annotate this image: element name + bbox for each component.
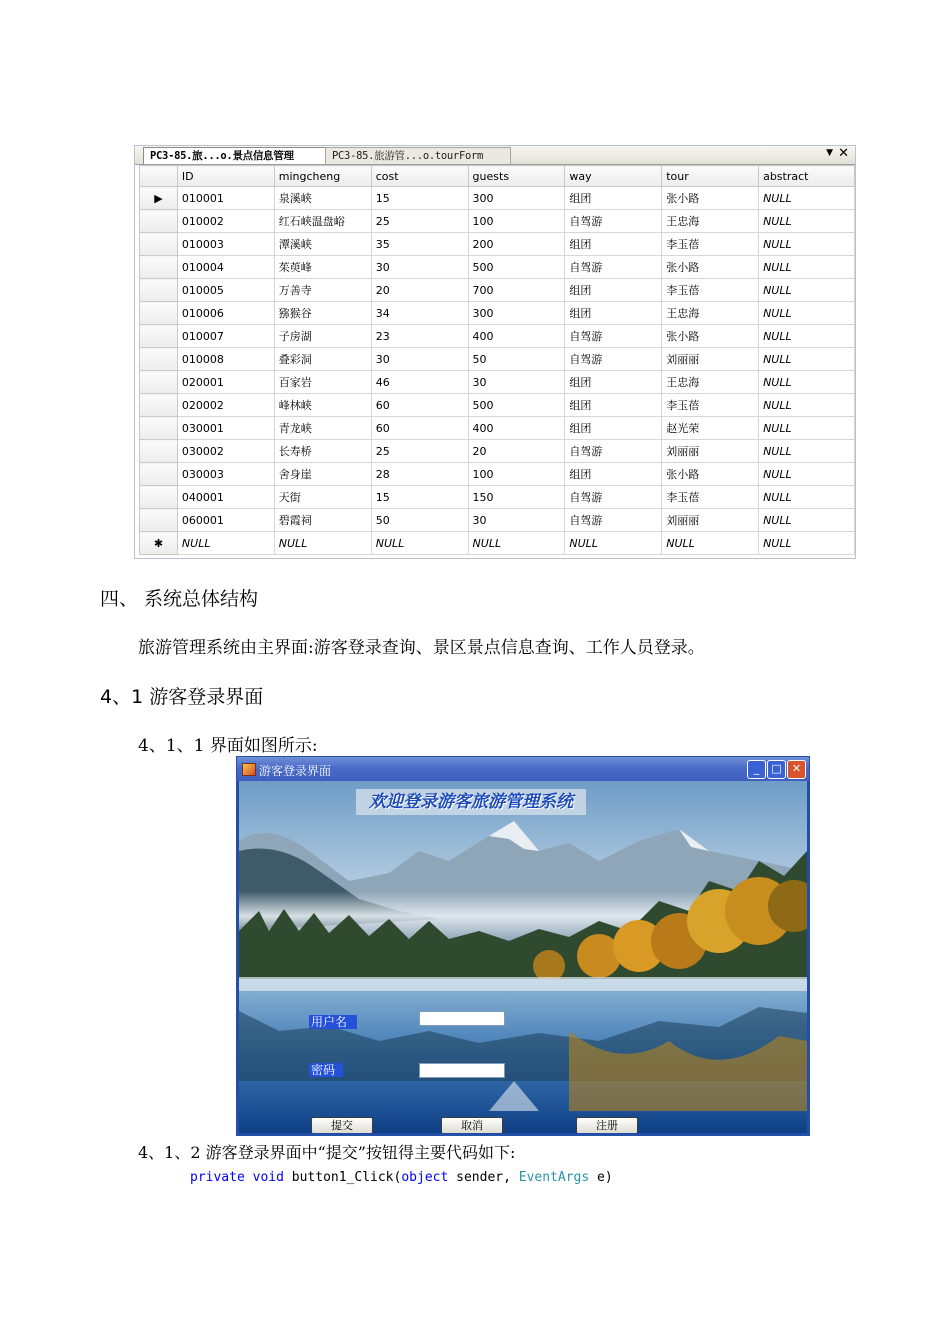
code-param-e: e) [589,1170,613,1185]
new-record-row[interactable] [140,532,855,555]
table-cell-abstract[interactable]: NULL [759,509,855,532]
row-selector[interactable] [140,210,178,233]
table-cell-mingcheng[interactable]: 茱萸峰 [274,256,371,279]
code-snippet [190,1170,613,1185]
table-cell-way[interactable]: 自驾游 [565,486,662,509]
new-row-cell-cost[interactable]: NULL [371,532,468,555]
submit-button[interactable]: 提交 [311,1117,373,1133]
table-cell-cost[interactable]: 15 [371,187,468,210]
table-cell-id[interactable]: 010007 [177,325,274,348]
code-type-eventargs: EventArgs [518,1170,590,1185]
row-selector[interactable] [140,394,178,417]
table-cell-way[interactable]: 组团 [565,394,662,417]
table-cell-way[interactable]: 组团 [565,371,662,394]
table-row[interactable] [140,486,855,509]
table-cell-tour[interactable]: 刘丽丽 [662,348,759,371]
row-selector[interactable] [140,302,178,325]
table-cell-mingcheng[interactable]: 万善寺 [274,279,371,302]
table-cell-guests[interactable]: 30 [468,371,565,394]
minimize-icon[interactable]: _ [747,760,766,779]
table-cell-guests[interactable]: 500 [468,394,565,417]
table-cell-cost[interactable]: 20 [371,279,468,302]
window-title: 游客登录界面 [259,764,332,778]
table-cell-guests[interactable]: 150 [468,486,565,509]
table-cell-mingcheng[interactable]: 舍身崖 [274,463,371,486]
table-cell-abstract[interactable]: NULL [759,187,855,210]
table-cell-id[interactable]: 010004 [177,256,274,279]
table-cell-guests[interactable]: 400 [468,325,565,348]
table-cell-tour[interactable]: 张小路 [662,463,759,486]
table-cell-mingcheng[interactable]: 长寿桥 [274,440,371,463]
table-cell-way[interactable]: 组团 [565,417,662,440]
section-heading-system-structure: 四、 系统总体结构 [100,588,259,610]
table-row[interactable] [140,348,855,371]
row-selector[interactable] [140,233,178,256]
row-selector[interactable] [140,486,178,509]
table-cell-abstract[interactable]: NULL [759,463,855,486]
app-icon [242,763,256,776]
row-selector-header [140,166,178,187]
table-row[interactable] [140,371,855,394]
new-row-cell-mingcheng[interactable]: NULL [274,532,371,555]
table-cell-tour[interactable]: 张小路 [662,325,759,348]
column-header-id[interactable]: ID [177,166,274,187]
table-cell-cost[interactable]: 23 [371,325,468,348]
table-cell-id[interactable]: 030003 [177,463,274,486]
figure-caption-login: 4、1、1 界面如图所示: [138,736,318,756]
system-structure-paragraph: 旅游管理系统由主界面:游客登录查询、景区景点信息查询、工作人员登录。 [138,638,705,658]
table-row[interactable] [140,509,855,532]
table-cell-mingcheng[interactable]: 泉溪峡 [274,187,371,210]
table-cell-id[interactable]: 030002 [177,440,274,463]
table-cell-abstract[interactable]: NULL [759,210,855,233]
table-header-row [140,166,855,187]
row-selector[interactable] [140,440,178,463]
table-cell-way[interactable]: 组团 [565,463,662,486]
section-heading-visitor-login: 4、1 游客登录界面 [100,686,264,708]
table-row[interactable] [140,279,855,302]
table-cell-cost[interactable]: 25 [371,440,468,463]
table-cell-guests[interactable]: 20 [468,440,565,463]
table-cell-tour[interactable]: 赵光荣 [662,417,759,440]
tab-tourform[interactable]: PC3-85.旅游管...o.tourForm [325,147,511,164]
table-cell-abstract[interactable]: NULL [759,325,855,348]
table-cell-way[interactable]: 组团 [565,279,662,302]
new-row-marker-icon[interactable]: ✱ [140,532,178,555]
table-cell-tour[interactable]: 李玉蓓 [662,279,759,302]
table-cell-way[interactable]: 自驾游 [565,440,662,463]
row-selector[interactable] [140,279,178,302]
column-header-way[interactable]: way [565,166,662,187]
new-row-cell-abstract[interactable]: NULL [759,532,855,555]
username-label: 用户名 [309,1015,357,1029]
new-row-cell-guests[interactable]: NULL [468,532,565,555]
table-cell-tour[interactable]: 李玉蓓 [662,233,759,256]
table-cell-cost[interactable]: 60 [371,394,468,417]
table-cell-way[interactable]: 自驾游 [565,256,662,279]
table-cell-guests[interactable]: 100 [468,463,565,486]
table-cell-way[interactable]: 组团 [565,187,662,210]
welcome-banner: 欢迎登录游客旅游管理系统 [356,789,586,815]
table-cell-id[interactable]: 030001 [177,417,274,440]
row-selector[interactable] [140,325,178,348]
table-cell-id[interactable]: 060001 [177,509,274,532]
code-keyword-object: object [401,1170,449,1185]
table-cell-tour[interactable]: 张小路 [662,256,759,279]
table-row[interactable] [140,187,855,210]
table-cell-way[interactable]: 组团 [565,302,662,325]
table-cell-way[interactable]: 自驾游 [565,348,662,371]
table-row[interactable] [140,302,855,325]
table-cell-guests[interactable]: 300 [468,302,565,325]
table-cell-mingcheng[interactable]: 碧霞祠 [274,509,371,532]
table-cell-tour[interactable]: 张小路 [662,187,759,210]
table-cell-id[interactable]: 040001 [177,486,274,509]
new-row-cell-tour[interactable]: NULL [662,532,759,555]
table-cell-cost[interactable]: 60 [371,417,468,440]
mountain-lake-landscape [239,781,807,1133]
maximize-icon[interactable]: □ [767,760,786,779]
table-cell-way[interactable]: 自驾游 [565,210,662,233]
chevron-down-icon[interactable]: ▼ [826,148,833,158]
row-selector[interactable] [140,256,178,279]
table-row[interactable] [140,417,855,440]
table-row[interactable] [140,233,855,256]
password-input[interactable] [419,1063,505,1078]
new-row-cell-id[interactable]: NULL [177,532,274,555]
code-keyword-void: void [252,1170,284,1185]
table-cell-tour[interactable]: 王忠海 [662,371,759,394]
table-cell-tour[interactable]: 刘丽丽 [662,440,759,463]
table-cell-mingcheng[interactable]: 叠彩洞 [274,348,371,371]
code-caption: 4、1、2 游客登录界面中“提交”按钮得主要代码如下: [138,1143,516,1162]
table-cell-cost[interactable]: 34 [371,302,468,325]
table-cell-mingcheng[interactable]: 天街 [274,486,371,509]
table-cell-id[interactable]: 020002 [177,394,274,417]
table-cell-tour[interactable]: 李玉蓓 [662,486,759,509]
table-cell-abstract[interactable]: NULL [759,256,855,279]
document-tab-strip [135,146,855,165]
table-cell-mingcheng[interactable]: 潭溪峡 [274,233,371,256]
table-cell-abstract[interactable]: NULL [759,394,855,417]
column-header-mingcheng[interactable]: mingcheng [274,166,371,187]
table-cell-cost[interactable]: 35 [371,233,468,256]
table-cell-mingcheng[interactable]: 百家岩 [274,371,371,394]
table-cell-cost[interactable]: 50 [371,509,468,532]
table-cell-abstract[interactable]: NULL [759,371,855,394]
code-param-sender: sender, [448,1170,519,1185]
window-close-icon[interactable]: ✕ [787,760,806,779]
row-selector[interactable] [140,463,178,486]
data-grid-window [134,145,856,559]
table-cell-abstract[interactable]: NULL [759,279,855,302]
table-cell-tour[interactable]: 王忠海 [662,302,759,325]
table-cell-cost[interactable]: 30 [371,348,468,371]
table-row[interactable] [140,325,855,348]
table-cell-guests[interactable]: 200 [468,233,565,256]
table-cell-cost[interactable]: 46 [371,371,468,394]
visitor-login-window [236,756,810,1136]
code-method-name: button1_Click( [283,1170,402,1185]
table-cell-cost[interactable]: 30 [371,256,468,279]
table-cell-mingcheng[interactable]: 子房湖 [274,325,371,348]
table-cell-guests[interactable]: 50 [468,348,565,371]
table-cell-abstract[interactable]: NULL [759,302,855,325]
table-cell-guests[interactable]: 400 [468,417,565,440]
table-cell-id[interactable]: 010006 [177,302,274,325]
table-cell-mingcheng[interactable]: 红石峡温盘峪 [274,210,371,233]
column-header-abstract[interactable]: abstract [759,166,855,187]
table-cell-abstract[interactable]: NULL [759,348,855,371]
tab-scenic-info[interactable]: PC3-85.旅...o.景点信息管理 [143,147,329,164]
table-cell-guests[interactable]: 100 [468,210,565,233]
table-cell-tour[interactable]: 刘丽丽 [662,509,759,532]
table-cell-guests[interactable]: 500 [468,256,565,279]
cancel-button[interactable]: 取消 [441,1117,503,1133]
table-cell-id[interactable]: 020001 [177,371,274,394]
table-cell-abstract[interactable]: NULL [759,233,855,256]
table-cell-mingcheng[interactable]: 猕猴谷 [274,302,371,325]
table-cell-id[interactable]: 010008 [177,348,274,371]
table-cell-guests[interactable]: 300 [468,187,565,210]
table-cell-mingcheng[interactable]: 峰林峡 [274,394,371,417]
table-cell-way[interactable]: 组团 [565,233,662,256]
new-row-cell-way[interactable]: NULL [565,532,662,555]
row-selector[interactable] [140,509,178,532]
table-cell-way[interactable]: 自驾游 [565,325,662,348]
scenic-spot-table [139,165,855,555]
close-icon[interactable]: ✕ [838,146,849,161]
table-cell-guests[interactable]: 700 [468,279,565,302]
table-row[interactable] [140,394,855,417]
password-label: 密码 [309,1063,343,1077]
table-cell-abstract[interactable]: NULL [759,440,855,463]
table-cell-id[interactable]: 010001 [177,187,274,210]
table-row[interactable] [140,210,855,233]
table-row[interactable] [140,256,855,279]
table-cell-id[interactable]: 010003 [177,233,274,256]
column-header-tour[interactable]: tour [662,166,759,187]
table-cell-way[interactable]: 自驾游 [565,509,662,532]
login-form-background [239,781,807,1133]
table-cell-tour[interactable]: 李玉蓓 [662,394,759,417]
table-cell-cost[interactable]: 15 [371,486,468,509]
column-header-guests[interactable]: guests [468,166,565,187]
row-selector[interactable] [140,371,178,394]
code-keyword-private: private [190,1170,245,1185]
register-button[interactable]: 注册 [576,1117,638,1133]
row-selector[interactable]: ▶ [140,187,178,210]
table-cell-tour[interactable]: 王忠海 [662,210,759,233]
table-cell-cost[interactable]: 28 [371,463,468,486]
table-cell-guests[interactable]: 30 [468,509,565,532]
table-cell-mingcheng[interactable]: 青龙峡 [274,417,371,440]
window-titlebar[interactable] [237,757,809,781]
table-cell-cost[interactable]: 25 [371,210,468,233]
table-cell-abstract[interactable]: NULL [759,486,855,509]
table-cell-abstract[interactable]: NULL [759,417,855,440]
table-row[interactable] [140,440,855,463]
table-row[interactable] [140,463,855,486]
row-selector[interactable] [140,348,178,371]
row-selector[interactable] [140,417,178,440]
table-cell-id[interactable]: 010002 [177,210,274,233]
table-cell-id[interactable]: 010005 [177,279,274,302]
username-input[interactable] [419,1011,505,1026]
column-header-cost[interactable]: cost [371,166,468,187]
